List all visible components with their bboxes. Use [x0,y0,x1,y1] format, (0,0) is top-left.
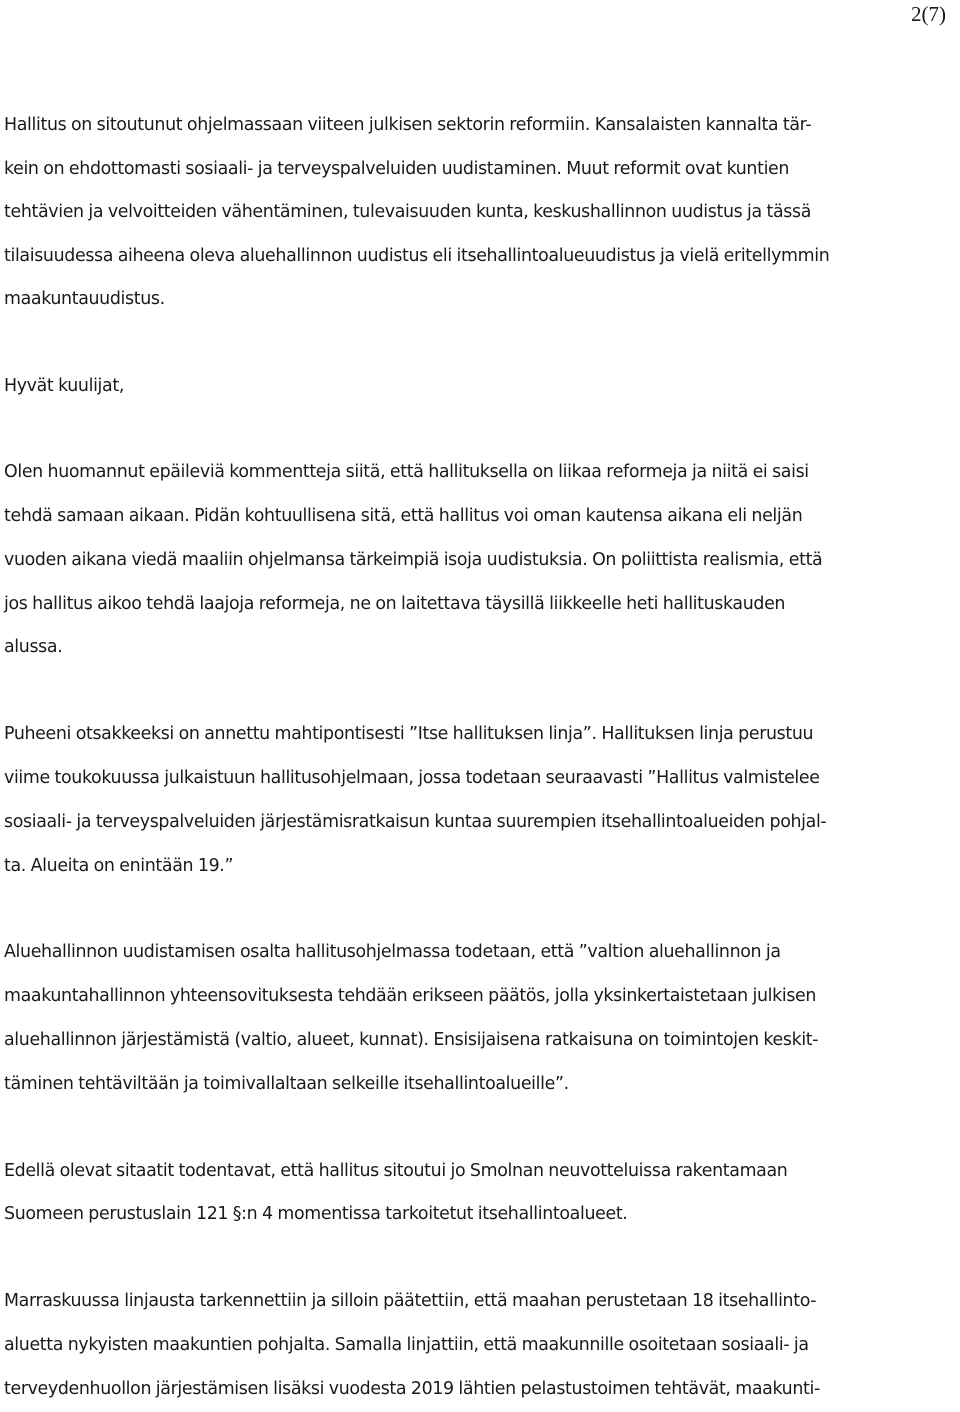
text-line: Edellä olevat sitaatit todentavat, että hallitus sitoutui jo Smolnan neuvotteluissa rakentamaan [4,1160,788,1181]
page-number: 2(7) [911,2,946,26]
text-line: jos hallitus aikoo tehdä laajoja reformeja, ne on laitettava täysillä liikkeelle heti hallituskauden [4,593,786,614]
text-line: maakuntahallinnon yhteensovituksesta tehdään erikseen päätös, jolla yksinkertaistetaan julkisen [4,986,817,1007]
text-line: Hyvät kuulijat, [4,375,124,396]
text-line: sosiaali- ja terveyspalveluiden järjestämisratkaisun kuntaa suurempien itsehallintoalueiden pohjal- [4,811,827,832]
text-line: Aluehallinnon uudistamisen osalta hallitusohjelmassa todetaan, että ”valtion aluehallinnon ja [4,942,781,963]
text-line: maakuntauudistus. [4,289,165,309]
paragraph-regional-admin [4,931,959,1106]
text-line: täminen tehtäviltään ja toimivallaltaan selkeille itsehallintoalueille”. [4,1073,569,1094]
text-line: ta. Alueita on enintään 19.” [4,855,234,876]
text-line: alussa. [4,637,63,658]
text-line: tehtävien ja velvoitteiden vähentäminen, tulevaisuuden kunta, keskushallinnon uudistus ja tässä [4,202,812,222]
paragraph-november [4,1280,959,1411]
text-line: Marraskuussa linjausta tarkennettiin ja silloin päätettiin, että maahan perustetaan 18 itsehallinto- [4,1291,817,1312]
text-line: Olen huomannut epäileviä kommentteja siitä, että hallituksella on liikaa reformeja ja niitä ei saisi [4,462,809,483]
document-body [4,104,959,1412]
text-line: vuoden aikana viedä maaliin ohjelmansa tärkeimpiä isoja uudistuksia. On poliittista realismia, että [4,549,823,570]
paragraph-speech-title [4,713,959,888]
paragraph-quotes [4,1150,959,1238]
text-line: tilaisuudessa aiheena oleva aluehallinnon uudistus eli itsehallintoalueuudistus ja vielä eritellymmin [4,245,830,266]
text-line: tehdä samaan aikaan. Pidän kohtuullisena sitä, että hallitus voi oman kautensa aikana eli neljän [4,506,803,527]
text-line: kein on ehdottomasti sosiaali- ja terveyspalveluiden uudistaminen. Muut reformit ovat kuntien [4,158,790,179]
text-line: aluehallinnon järjestämistä (valtio, alueet, kunnat). Ensisijaisena ratkaisuna on toimintojen keskit- [4,1030,819,1051]
text-line: Hallitus on sitoutunut ohjelmassaan viiteen julkisen sektorin reformiin. Kansalaisten kannalta tär- [4,115,812,135]
paragraph-comments [4,451,959,670]
text-line: aluetta nykyisten maakuntien pohjalta. Samalla linjattiin, että maakunnille osoitetaan sosiaali- ja [4,1335,809,1356]
paragraph-reforms [4,104,959,322]
text-line: Puheeni otsakkeeksi on annettu mahtipontisesti ”Itse hallituksen linja”. Hallituksen linja perustuu [4,724,814,745]
paragraph-greeting [4,365,959,409]
text-line: terveydenhuollon järjestämisen lisäksi vuodesta 2019 lähtien pelastustoimen tehtävät, maakunti- [4,1378,820,1399]
text-line: viime toukokuussa julkaistuun hallitusohjelmaan, jossa todetaan seuraavasti ”Hallitus valmistelee [4,768,820,789]
text-line: Suomeen perustuslain 121 §:n 4 momentissa tarkoitetut itsehallintoalueet. [4,1204,628,1225]
